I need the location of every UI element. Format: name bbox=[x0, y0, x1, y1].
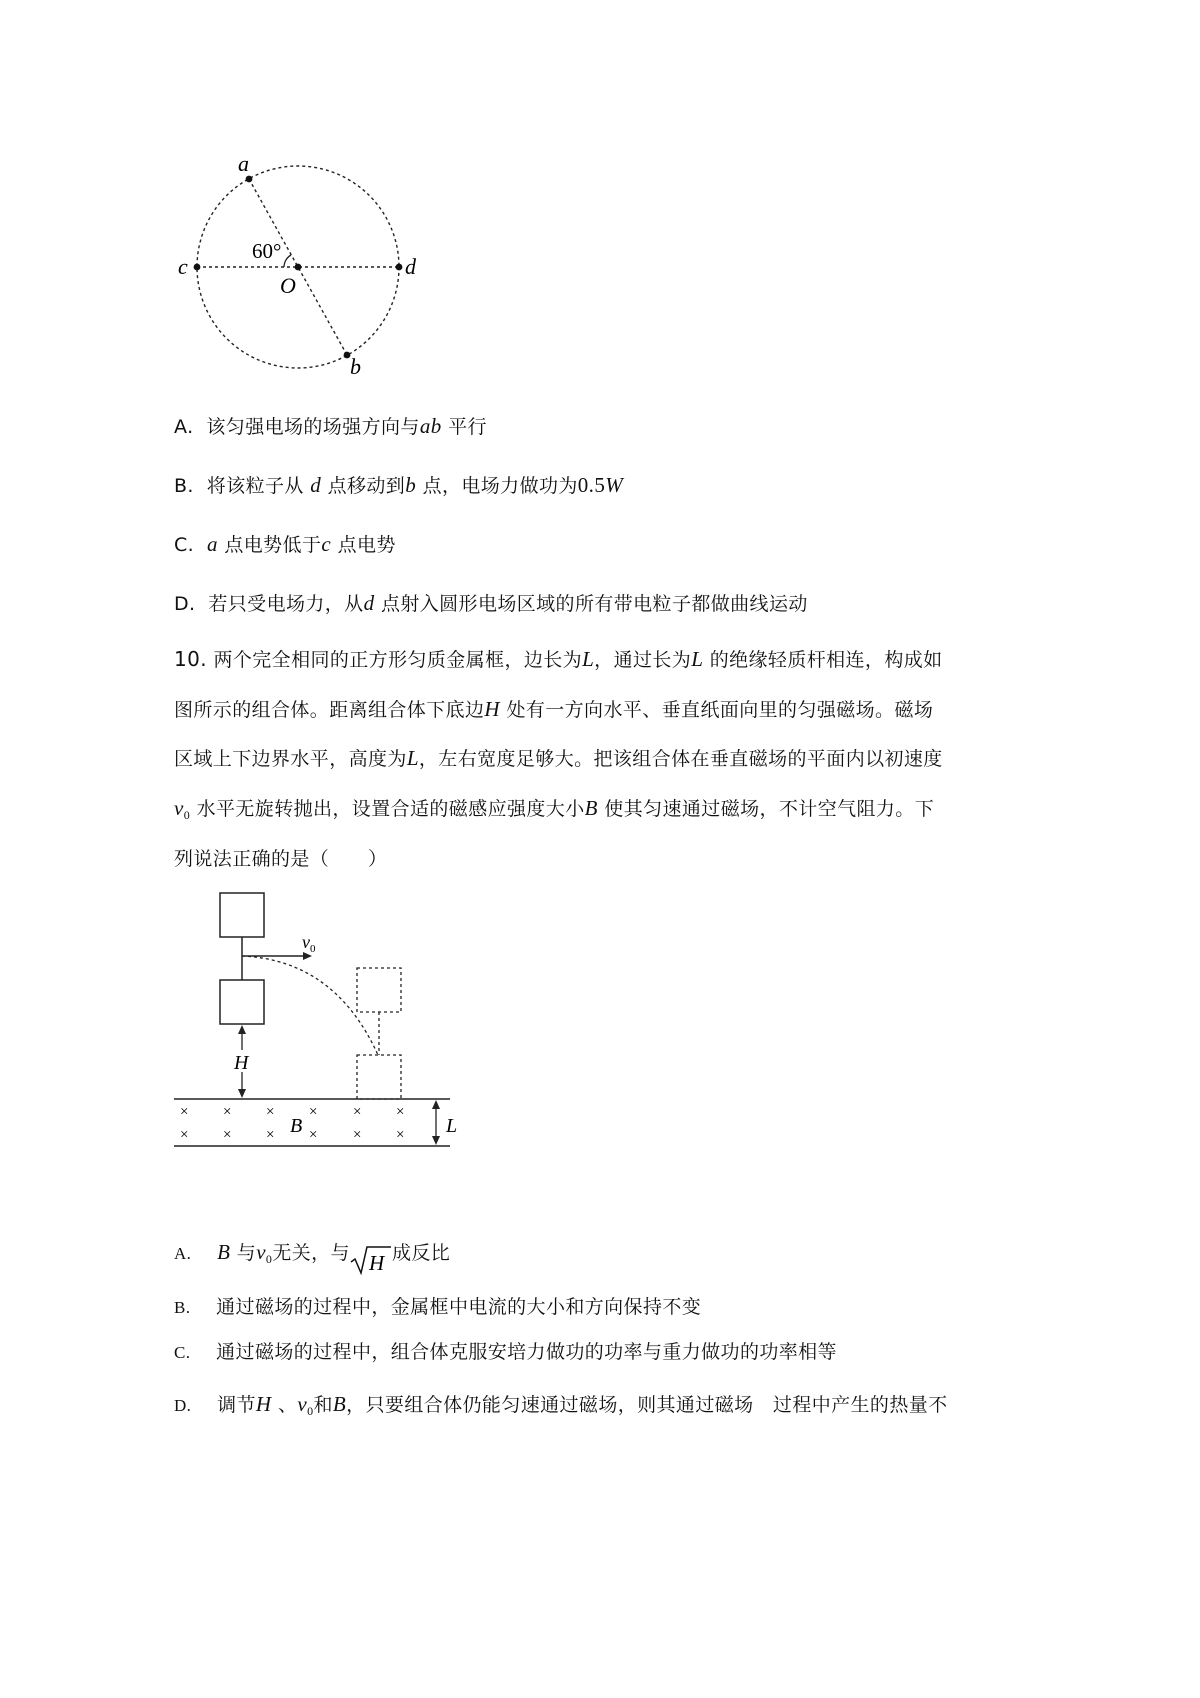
field-cross: × bbox=[309, 1104, 318, 1120]
point-o bbox=[295, 264, 302, 271]
q10-stem-line-3 bbox=[174, 744, 943, 771]
option-letter: D. bbox=[174, 1396, 192, 1415]
label-b: B bbox=[290, 1115, 303, 1137]
label-h: H bbox=[234, 1052, 249, 1074]
var-b-field: B bbox=[217, 1240, 231, 1264]
var-v0: $v_0$ bbox=[256, 1240, 273, 1266]
var-l: L bbox=[406, 746, 419, 770]
question-number: 10. bbox=[174, 647, 208, 671]
q10-stem-line-5 bbox=[174, 844, 387, 871]
field-cross: × bbox=[223, 1127, 232, 1143]
field-cross: × bbox=[180, 1104, 189, 1120]
point-a bbox=[246, 176, 253, 183]
option-text: 通过磁场的过程中，金属框中电流的大小和方向保持不变 bbox=[216, 1296, 702, 1318]
field-cross: × bbox=[353, 1127, 362, 1143]
width-arrowhead-up bbox=[432, 1100, 440, 1109]
field-cross: × bbox=[223, 1104, 232, 1120]
angle-label: 60° bbox=[252, 239, 282, 263]
option-text: 若只受电场力，从 bbox=[208, 593, 364, 615]
var-l: L bbox=[582, 647, 595, 671]
lower-frame bbox=[220, 980, 264, 1024]
option-text: 平行 bbox=[448, 416, 487, 438]
var-v0: $v_0$ bbox=[297, 1392, 314, 1418]
q10-stem-line-2 bbox=[174, 695, 933, 722]
option-letter: A. bbox=[174, 1244, 192, 1263]
field-cross: × bbox=[266, 1104, 275, 1120]
option-letter: C. bbox=[174, 534, 195, 556]
label-o: O bbox=[280, 273, 296, 298]
angle-arc bbox=[284, 255, 291, 267]
q10-option-c bbox=[174, 1337, 837, 1364]
q10-option-a bbox=[174, 1238, 450, 1276]
option-text: 点，电场力做功为 bbox=[422, 475, 578, 497]
field-cross: × bbox=[396, 1127, 405, 1143]
stem-text: 水平无旋转抛出，设置合适的磁感应强度大小 bbox=[196, 798, 585, 820]
var-a: a bbox=[207, 532, 218, 556]
var-h: H bbox=[255, 1392, 272, 1416]
point-c bbox=[194, 264, 201, 271]
lower-frame-later bbox=[357, 1055, 401, 1099]
stem-text: ，左右宽度足够大。把该组合体在垂直磁场的平面内以初速度 bbox=[418, 748, 943, 770]
q10-stem-line-1 bbox=[174, 645, 943, 672]
option-text: ，只要组合体仍能匀速通过磁场，则其通过磁场 过程中产生的热量不 bbox=[346, 1394, 948, 1416]
var-c: c bbox=[321, 532, 332, 556]
option-text: 、 bbox=[277, 1394, 298, 1416]
option-text: 该匀强电场的场强方向与 bbox=[206, 416, 420, 438]
label-l: L bbox=[446, 1115, 458, 1137]
var-h: H bbox=[484, 697, 500, 721]
option-letter: D. bbox=[174, 593, 196, 615]
frames-field-diagram bbox=[160, 880, 490, 1160]
q10-stem-line-4 bbox=[174, 794, 934, 823]
var-d: d bbox=[310, 473, 322, 497]
upper-frame-later bbox=[357, 968, 401, 1012]
field-cross: × bbox=[309, 1127, 318, 1143]
option-letter: C. bbox=[174, 1343, 191, 1362]
label-a: a bbox=[238, 151, 249, 176]
height-arrowhead-down bbox=[238, 1089, 246, 1098]
var-w: W bbox=[605, 473, 624, 497]
upper-frame bbox=[220, 893, 264, 937]
option-text: 成反比 bbox=[391, 1242, 451, 1264]
option-text: 无关，与 bbox=[272, 1242, 350, 1264]
label-d: d bbox=[405, 254, 416, 279]
option-text: 点电势低于 bbox=[224, 534, 322, 556]
sqrt-h bbox=[350, 1244, 392, 1276]
var-b-field: B bbox=[332, 1392, 347, 1416]
option-text: 与 bbox=[236, 1242, 257, 1264]
stem-text: 两个完全相同的正方形匀质金属框，边长为 bbox=[213, 649, 583, 671]
svg-text:H: H bbox=[368, 1251, 385, 1275]
var-v0: $v_0$ bbox=[174, 796, 191, 822]
stem-text: 处有一方向水平、垂直纸面向里的匀强磁场。磁场 bbox=[506, 699, 934, 721]
option-text: 和 bbox=[313, 1394, 333, 1416]
label-v0: $v_0$ bbox=[302, 932, 316, 955]
q9-option-a bbox=[174, 412, 487, 439]
option-text: 通过磁场的过程中，组合体克服安培力做功的功率与重力做功的功率相等 bbox=[216, 1341, 837, 1363]
stem-text: ，通过长为 bbox=[594, 649, 692, 671]
q10-option-d bbox=[174, 1390, 948, 1419]
option-letter: B. bbox=[174, 1298, 191, 1317]
option-text: 点移动到 bbox=[327, 475, 406, 497]
height-arrowhead-up bbox=[238, 1025, 246, 1034]
stem-text: 的绝缘轻质杆相连，构成如 bbox=[709, 649, 943, 671]
field-cross: × bbox=[396, 1104, 405, 1120]
option-letter: A. bbox=[174, 416, 194, 438]
q10-option-b bbox=[174, 1292, 701, 1319]
q9-option-c bbox=[174, 530, 396, 557]
option-text: 将该粒子从 bbox=[206, 475, 304, 497]
var-b: b bbox=[405, 473, 417, 497]
stem-text: 使其匀速通过磁场，不计空气阻力。下 bbox=[604, 798, 935, 820]
point-d bbox=[396, 264, 403, 271]
option-text: 调节 bbox=[217, 1394, 256, 1416]
stem-text: 图所示的组合体。距离组合体下底边 bbox=[174, 699, 485, 721]
q9-option-b bbox=[174, 471, 623, 498]
var-b-field: B bbox=[584, 796, 598, 820]
width-arrowhead-down bbox=[432, 1136, 440, 1145]
stem-text: 区域上下边界水平，高度为 bbox=[174, 748, 407, 770]
q9-option-d bbox=[174, 589, 808, 616]
field-cross: × bbox=[180, 1127, 189, 1143]
field-cross: × bbox=[266, 1127, 275, 1143]
var-l: L bbox=[691, 647, 704, 671]
var-ab: ab bbox=[419, 414, 442, 438]
option-letter: B. bbox=[174, 475, 194, 497]
circle-field-diagram bbox=[170, 150, 440, 390]
stem-text: 列说法正确的是（ ） bbox=[174, 848, 388, 870]
var-d: d bbox=[363, 591, 375, 615]
label-b: b bbox=[350, 354, 361, 379]
label-c: c bbox=[178, 254, 188, 279]
option-text: 点射入圆形电场区域的所有带电粒子都做曲线运动 bbox=[380, 593, 808, 615]
field-cross: × bbox=[353, 1104, 362, 1120]
value-0-5: 0.5 bbox=[577, 473, 606, 497]
option-text: 点电势 bbox=[337, 534, 396, 556]
